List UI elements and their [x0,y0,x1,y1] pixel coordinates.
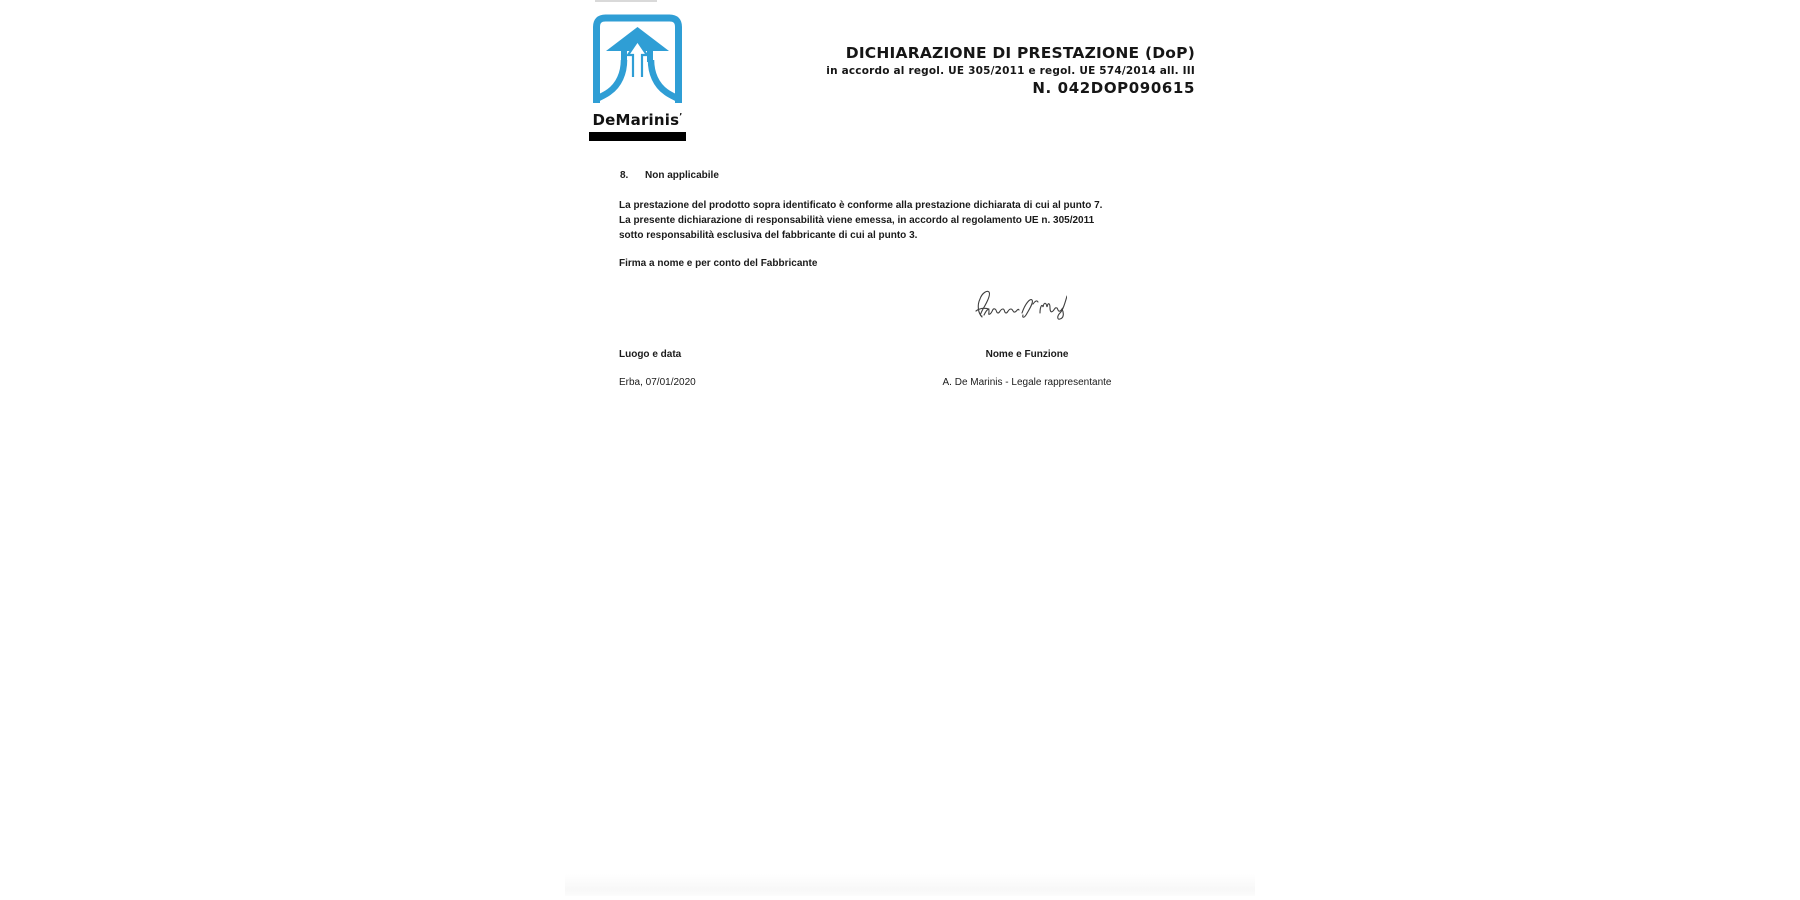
name-function-label: Nome e Funzione [985,349,1069,360]
logo-underline-bar [589,132,686,141]
document-number: N. 042DOP090615 [1032,79,1195,97]
place-date-label: Luogo e data [619,349,682,360]
scan-artifact-strip [565,874,1255,896]
section-8-line [620,169,719,182]
name-function-value: A. De Marinis - Legale rappresentante [942,377,1112,388]
place-date-value: Erba, 07/01/2020 [619,377,696,388]
logo-registered-tick: ’ [679,112,683,121]
declaration-line-2: La presente dichiarazione di responsabilità viene emessa, in accordo al regolamento UE n. 305/2011 [619,215,1095,227]
logo-wordmark [589,110,686,127]
document-header [826,44,1195,97]
declaration-paragraph [619,198,1199,244]
company-logo [589,13,686,141]
signature-caption: Firma a nome e per conto del Fabbricante [619,258,818,269]
handwritten-signature-icon [975,288,1067,320]
declaration-line-3: sotto responsabilità esclusiva del fabbricante di cui al punto 3. [619,230,918,242]
demarinis-logo-icon [590,13,685,105]
declaration-line-1: La prestazione del prodotto sopra identificato è conforme alla prestazione dichiarata di cui al punto 7. [619,200,1103,211]
section-8-number: 8. [620,170,629,181]
document-title: DICHIARAZIONE DI PRESTAZIONE (DoP) [845,44,1195,62]
section-8-text: Non applicabile [645,170,719,181]
scan-artifact-line [595,0,657,2]
document-subtitle: in accordo al regol. UE 305/2011 e regol. UE 574/2014 all. III [826,65,1195,77]
logo-brand-text: DeMarinis [592,111,680,129]
